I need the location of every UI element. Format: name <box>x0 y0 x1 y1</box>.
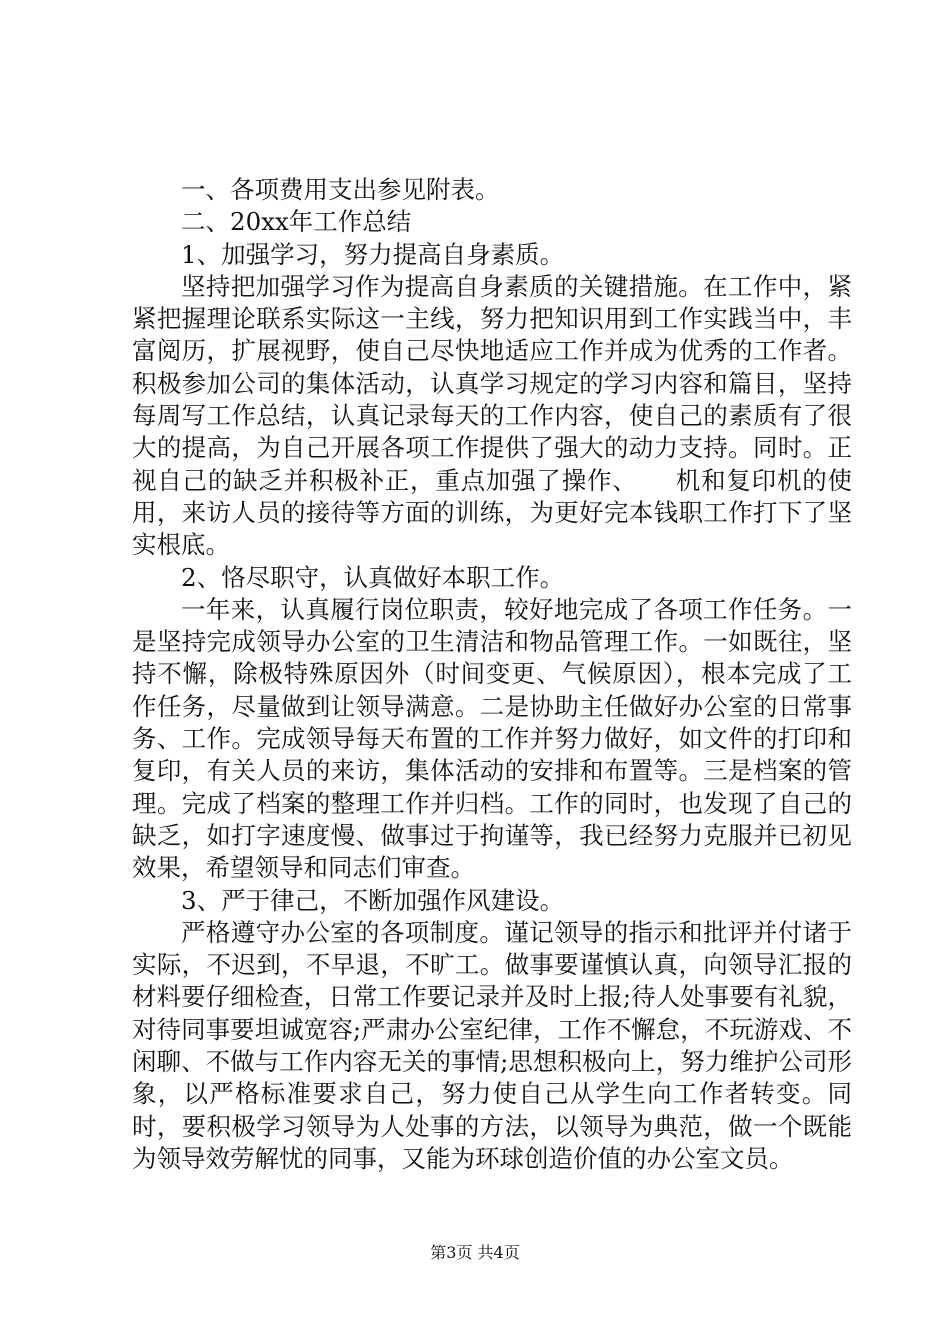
paragraph-study: 坚持把加强学习作为提高自身素质的关键措施。在工作中，紧紧把握理论联系实际这一主线，努力把知识用到工作实践当中，丰富阅历，扩展视野，使自己尽快地适应工作并成为优秀的工作者。积极参加公司的集体活动，认真学习规定的学习内容和篇目，坚持每周写工作总结，认真记录每天的工作内容，使自己的素质有了很大的提高，为自己开展各项工作提供了强大的动力支持。同时。正视自己的缺乏并积极补正，重点加强了操作、 机和复印机的使用，来访人员的接待等方面的训练，为更好完本钱职工作打下了坚实根底。 <box>132 271 852 560</box>
section-heading-summary: 二、20xx年工作总结 <box>181 207 412 237</box>
section-heading-expenses: 一、各项费用支出参见附表。 <box>181 175 500 204</box>
subheading-duty: 2、恪尽职守，认真做好本职工作。 <box>181 562 565 592</box>
page-number: 第3页 共4页 <box>430 1243 520 1262</box>
paragraph-duty: 一年来，认真履行岗位职责，较好地完成了各项工作任务。一是坚持完成领导办公室的卫生清洁和物品管理工作。一如既往，坚持不懈，除极特殊原因外（时间变更、气候原因），根本完成了工作任务，尽量做到让领导满意。二是协助主任做好办公室的日常事务、工作。完成领导每天布置的工作并努力做好，如文件的打印和复印，有关人员的来访，集体活动的安排和布置等。三是档案的管理。完成了档案的整理工作并归档。工作的同时，也发现了自己的缺乏，如打字速度慢、做事过于拘谨等，我已经努力克服并已初见效果，希望领导和同志们审查。 <box>132 594 852 883</box>
document-body <box>132 174 852 1175</box>
subheading-study: 1、加强学习，努力提高自身素质。 <box>181 239 565 269</box>
paragraph-discipline: 严格遵守办公室的各项制度。谨记领导的指示和批评并付诸于实际，不迟到，不早退，不旷工。做事要谨慎认真，向领导汇报的材料要仔细检查，日常工作要记录并及时上报;待人处事要有礼貌，对待同事要坦诚宽容;严肃办公室纪律，工作不懈怠，不玩游戏、不闲聊、不做与工作内容无关的事情;思想积极向上，努力维护公司形象，以严格标准要求自己，努力使自己从学生向工作者转变。同时，要积极学习领导为人处事的方法，以领导为典范，做一个既能为领导效劳解忧的同事，又能为环球创造价值的办公室文员。 <box>132 917 852 1173</box>
subheading-discipline: 3、严于律己，不断加强作风建设。 <box>181 885 565 915</box>
